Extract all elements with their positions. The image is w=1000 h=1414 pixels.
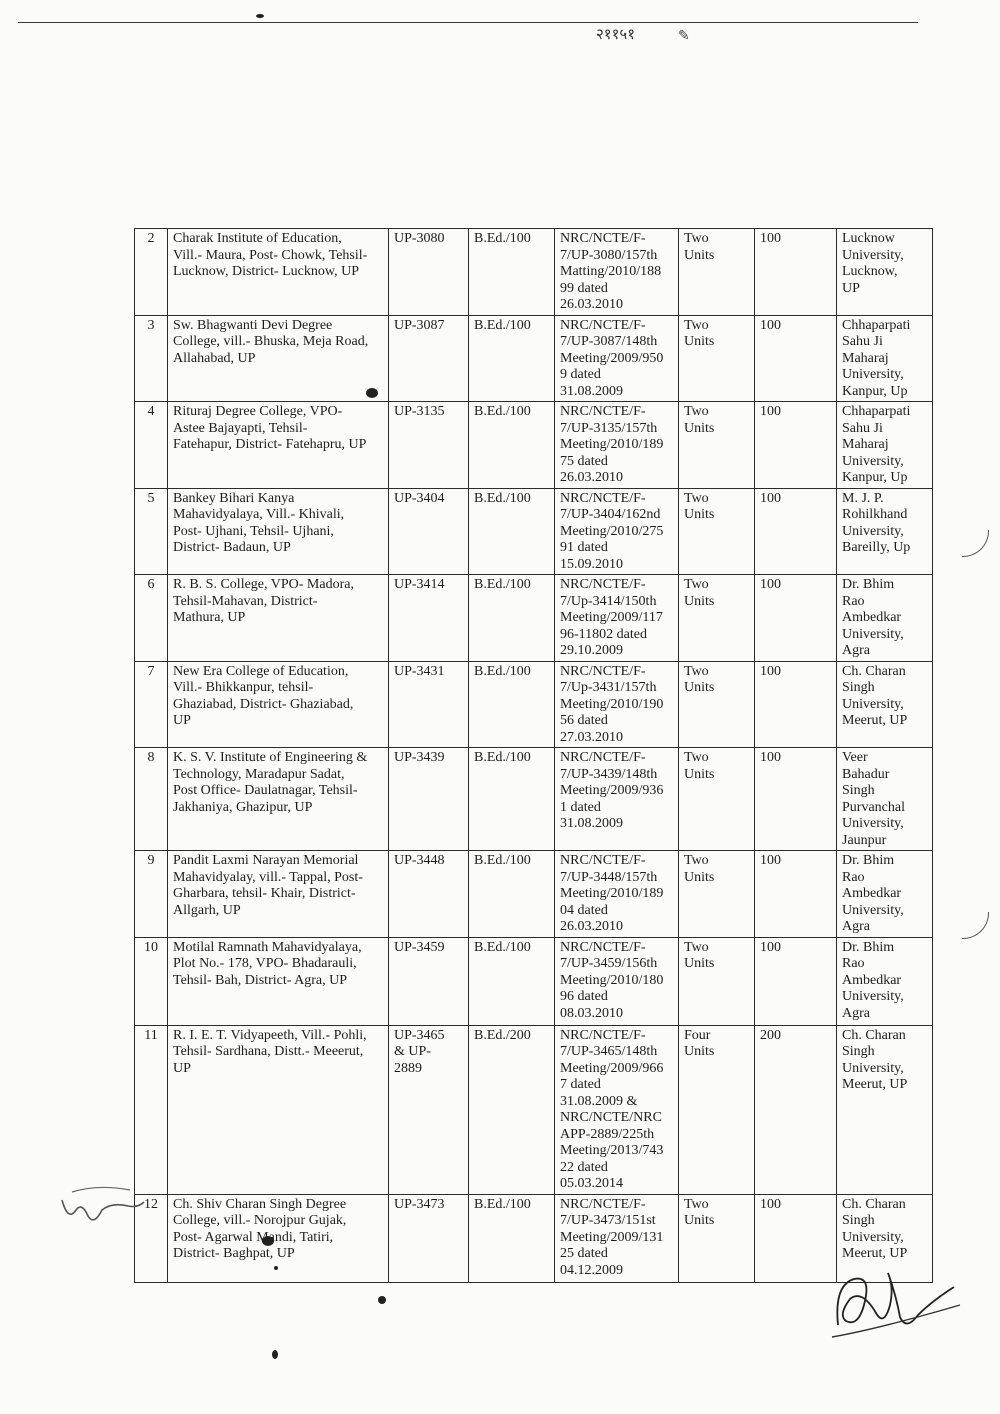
scan-speck — [256, 14, 264, 18]
institution-code-cell: UP-3473 — [389, 1194, 469, 1282]
institution-code-cell: UP-3431 — [389, 661, 469, 748]
institution-cell: R. I. E. T. Vidyapeeth, Vill.- Pohli, Tehsil- Sardhana, Distt.- Meeerut, UP — [168, 1025, 389, 1194]
table-row — [135, 229, 933, 316]
institution-code-cell: UP-3459 — [389, 937, 469, 1025]
serial-number-cell: 5 — [135, 488, 168, 575]
recognition-order-cell: NRC/NCTE/F- 7/UP-3439/148th Meeting/2009/936 1 dated 31.08.2009 — [555, 748, 679, 851]
university-cell: Ch. Charan Singh University, Meerut, UP — [837, 1194, 933, 1282]
university-cell: Dr. Bhim Rao Ambedkar University, Agra — [837, 575, 933, 662]
university-cell: Chhaparpati Sahu Ji Maharaj University, Kanpur, Up — [837, 402, 933, 489]
intake-cell: 100 — [755, 229, 837, 316]
units-cell: Two Units — [679, 937, 755, 1025]
recognition-order-cell: NRC/NCTE/F- 7/UP-3087/148th Meeting/2009/950 9 dated 31.08.2009 — [555, 315, 679, 402]
course-cell: B.Ed./100 — [469, 937, 555, 1025]
recognition-order-cell: NRC/NCTE/F- 7/UP-3473/151st Meeting/2009/131 25 dated 04.12.2009 — [555, 1194, 679, 1282]
table-row — [135, 661, 933, 748]
university-cell: M. J. P. Rohilkhand University, Bareilly, Up — [837, 488, 933, 575]
institution-cell: Charak Institute of Education, Vill.- Maura, Post- Chowk, Tehsil- Lucknow, District- Lucknow, UP — [168, 229, 389, 316]
table-row — [135, 748, 933, 851]
margin-scribble — [58, 1180, 148, 1240]
intake-cell: 200 — [755, 1025, 837, 1194]
table-row — [135, 851, 933, 938]
institution-cell: Ch. Shiv Charan Singh Degree College, vill.- Norojpur Gujak, Post- Agarwal Mandi, Tatiri, District- Baghpat, UP — [168, 1194, 389, 1282]
institution-cell: Bankey Bihari Kanya Mahavidyalaya, Vill.- Khivali, Post- Ujhani, Tehsil- Ujhani, District- Badaun, UP — [168, 488, 389, 575]
serial-number-cell: 4 — [135, 402, 168, 489]
units-cell: Two Units — [679, 402, 755, 489]
scan-speck — [378, 1296, 386, 1304]
table-row — [135, 315, 933, 402]
course-cell: B.Ed./100 — [469, 748, 555, 851]
recognition-order-cell: NRC/NCTE/F- 7/UP-3135/157th Meeting/2010/189 75 dated 26.03.2010 — [555, 402, 679, 489]
units-cell: Two Units — [679, 748, 755, 851]
course-cell: B.Ed./100 — [469, 402, 555, 489]
units-cell: Two Units — [679, 575, 755, 662]
recognition-order-cell: NRC/NCTE/F- 7/UP-3465/148th Meeting/2009/966 7 dated 31.08.2009 & NRC/NCTE/NRC APP-2889/225th Meeting/2013/743 22 dated 05.03.2014 — [555, 1025, 679, 1194]
table-row — [135, 1025, 933, 1194]
handwritten-signature — [828, 1265, 978, 1345]
table-row — [135, 1194, 933, 1282]
institution-code-cell: UP-3404 — [389, 488, 469, 575]
table-row — [135, 575, 933, 662]
serial-number-cell: 2 — [135, 229, 168, 316]
intake-cell: 100 — [755, 575, 837, 662]
table-row — [135, 402, 933, 489]
serial-number-cell: 9 — [135, 851, 168, 938]
intake-cell: 100 — [755, 1194, 837, 1282]
recognition-order-cell: NRC/NCTE/F- 7/Up-3414/150th Meeting/2009/117 96-11802 dated 29.10.2009 — [555, 575, 679, 662]
table-row — [135, 937, 933, 1025]
units-cell: Two Units — [679, 851, 755, 938]
university-cell: Veer Bahadur Singh Purvanchal University, Jaunpur — [837, 748, 933, 851]
intake-cell: 100 — [755, 748, 837, 851]
punch-hole-mark — [962, 912, 989, 939]
course-cell: B.Ed./200 — [469, 1025, 555, 1194]
intake-cell: 100 — [755, 661, 837, 748]
units-cell: Four Units — [679, 1025, 755, 1194]
units-cell: Two Units — [679, 229, 755, 316]
records-table — [134, 228, 933, 1283]
units-cell: Two Units — [679, 488, 755, 575]
intake-cell: 100 — [755, 402, 837, 489]
university-cell: Lucknow University, Lucknow, UP — [837, 229, 933, 316]
institution-code-cell: UP-3465 & UP- 2889 — [389, 1025, 469, 1194]
course-cell: B.Ed./100 — [469, 488, 555, 575]
institution-code-cell: UP-3414 — [389, 575, 469, 662]
course-cell: B.Ed./100 — [469, 575, 555, 662]
institution-cell: New Era College of Education, Vill.- Bhikkanpur, tehsil- Ghaziabad, District- Ghaziabad, UP — [168, 661, 389, 748]
recognition-order-cell: NRC/NCTE/F- 7/Up-3431/157th Meeting/2010/190 56 dated 27.03.2010 — [555, 661, 679, 748]
serial-number-cell: 11 — [135, 1025, 168, 1194]
recognition-order-cell: NRC/NCTE/F- 7/UP-3448/157th Meeting/2010/189 04 dated 26.03.2010 — [555, 851, 679, 938]
recognition-order-cell: NRC/NCTE/F- 7/UP-3459/156th Meeting/2010/180 96 dated 08.03.2010 — [555, 937, 679, 1025]
course-cell: B.Ed./100 — [469, 1194, 555, 1282]
institution-code-cell: UP-3448 — [389, 851, 469, 938]
institution-code-cell: UP-3439 — [389, 748, 469, 851]
course-cell: B.Ed./100 — [469, 315, 555, 402]
intake-cell: 100 — [755, 488, 837, 575]
punch-hole-mark — [962, 530, 989, 557]
intake-cell: 100 — [755, 937, 837, 1025]
top-handwritten-mark: २११५१ — [596, 25, 636, 43]
units-cell: Two Units — [679, 661, 755, 748]
top-mark-scribble: ✎ — [678, 28, 690, 44]
institution-cell: Rituraj Degree College, VPO- Astee Bajayapti, Tehsil- Fatehapur, District- Fatehapru, UP — [168, 402, 389, 489]
serial-number-cell: 8 — [135, 748, 168, 851]
institution-cell: R. B. S. College, VPO- Madora, Tehsil-Mahavan, District- Mathura, UP — [168, 575, 389, 662]
scan-speck — [272, 1350, 278, 1359]
serial-number-cell: 3 — [135, 315, 168, 402]
course-cell: B.Ed./100 — [469, 661, 555, 748]
institution-code-cell: UP-3080 — [389, 229, 469, 316]
serial-number-cell: 12 — [135, 1194, 168, 1282]
units-cell: Two Units — [679, 315, 755, 402]
institution-cell: Sw. Bhagwanti Devi Degree College, vill.- Bhuska, Meja Road, Allahabad, UP — [168, 315, 389, 402]
serial-number-cell: 7 — [135, 661, 168, 748]
university-cell: Dr. Bhim Rao Ambedkar University, Agra — [837, 851, 933, 938]
table-row — [135, 488, 933, 575]
serial-number-cell: 6 — [135, 575, 168, 662]
recognition-order-cell: NRC/NCTE/F- 7/UP-3080/157th Matting/2010/188 99 dated 26.03.2010 — [555, 229, 679, 316]
institution-code-cell: UP-3087 — [389, 315, 469, 402]
university-cell: Ch. Charan Singh University, Meerut, UP — [837, 661, 933, 748]
course-cell: B.Ed./100 — [469, 229, 555, 316]
course-cell: B.Ed./100 — [469, 851, 555, 938]
recognition-order-cell: NRC/NCTE/F- 7/UP-3404/162nd Meeting/2010/275 91 dated 15.09.2010 — [555, 488, 679, 575]
institution-cell: Pandit Laxmi Narayan Memorial Mahavidyalay, vill.- Tappal, Post- Gharbara, tehsil- Khair, District- Allgarh, UP — [168, 851, 389, 938]
institution-cell: K. S. V. Institute of Engineering & Technology, Maradapur Sadat, Post Office- Daulatnagar, Tehsil- Jakhaniya, Ghazipur, UP — [168, 748, 389, 851]
intake-cell: 100 — [755, 851, 837, 938]
institution-cell: Motilal Ramnath Mahavidyalaya, Plot No.- 178, VPO- Bhadarauli, Tehsil- Bah, District- Agra, UP — [168, 937, 389, 1025]
intake-cell: 100 — [755, 315, 837, 402]
university-cell: Dr. Bhim Rao Ambedkar University, Agra — [837, 937, 933, 1025]
institution-code-cell: UP-3135 — [389, 402, 469, 489]
units-cell: Two Units — [679, 1194, 755, 1282]
serial-number-cell: 10 — [135, 937, 168, 1025]
top-rule — [18, 22, 918, 23]
university-cell: Ch. Charan Singh University, Meerut, UP — [837, 1025, 933, 1194]
university-cell: Chhaparpati Sahu Ji Maharaj University, Kanpur, Up — [837, 315, 933, 402]
